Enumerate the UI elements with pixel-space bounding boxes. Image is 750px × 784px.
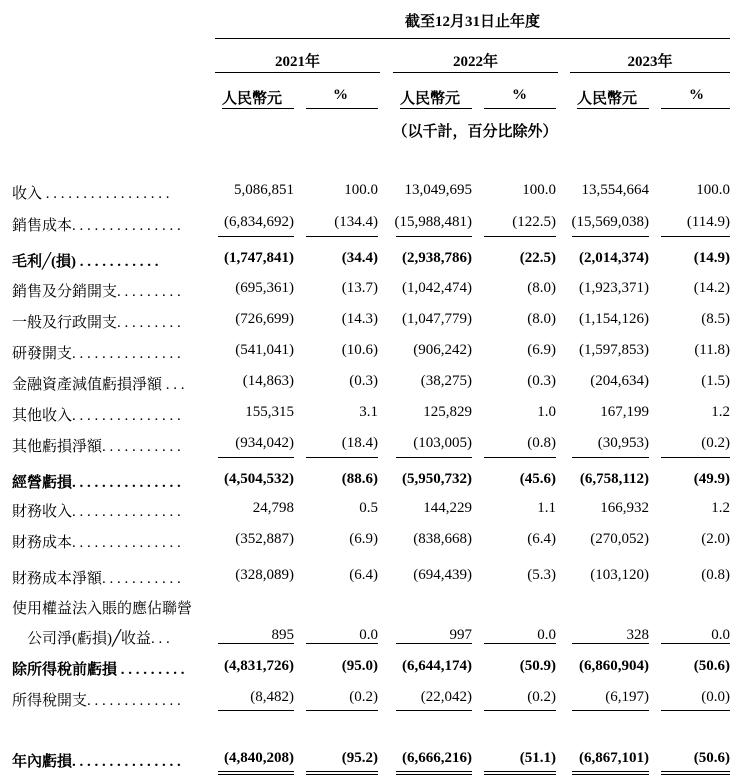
- subtotal-rule: [484, 457, 556, 458]
- subtotal-rule: [484, 236, 556, 237]
- cell-value: (103,120): [590, 567, 649, 583]
- cell-value: (2,938,786): [402, 250, 472, 266]
- cell-value: (1,154,126): [579, 311, 649, 327]
- row-label: 年內虧損. . . . . . . . . . . . . . .: [12, 754, 181, 770]
- unit-rule-p3: [661, 108, 730, 109]
- cell-value: (8.0): [527, 280, 556, 296]
- cell-value: (10.6): [341, 342, 378, 358]
- cell-value: (38,275): [420, 373, 472, 389]
- cell-value: (22,042): [420, 689, 472, 705]
- cell-value: (0.8): [701, 567, 730, 583]
- cell-value: 144,229: [423, 500, 472, 516]
- cell-value: (270,052): [590, 531, 649, 547]
- row-label: 使用權益法入賬的應佔聯營: [12, 601, 193, 617]
- year-2022: 2022年: [452, 54, 498, 70]
- subtotal-rule: [306, 236, 378, 237]
- cell-value: 155,315: [245, 404, 294, 420]
- cell-value: (14,863): [242, 373, 294, 389]
- subtotal-rule: [306, 457, 378, 458]
- cell-value: 100.0: [522, 182, 556, 198]
- cell-value: 125,829: [423, 404, 472, 420]
- cell-value: (18.4): [341, 435, 378, 451]
- cell-value: (541,041): [235, 342, 294, 358]
- cell-value: (45.6): [519, 471, 556, 487]
- cell-value: (2.0): [701, 531, 730, 547]
- row-label: 經營虧損. . . . . . . . . . . . . . .: [12, 475, 181, 491]
- cell-value: (6.9): [349, 531, 378, 547]
- cell-value: 328: [626, 627, 649, 643]
- cell-value: (694,439): [413, 567, 472, 583]
- cell-value: 1.1: [537, 500, 556, 516]
- year-rule-2023: [570, 72, 730, 73]
- cell-value: (1,047,779): [402, 311, 472, 327]
- cell-value: (14.3): [341, 311, 378, 327]
- cell-value: (1.5): [701, 373, 730, 389]
- subtotal-rule: [218, 457, 294, 458]
- cell-value: (695,361): [235, 280, 294, 296]
- total-double-rule: [572, 771, 649, 775]
- cell-value: (122.5): [512, 214, 556, 230]
- cell-value: (114.9): [686, 214, 730, 230]
- cell-value: (6.9): [527, 342, 556, 358]
- cell-value: (1,042,474): [402, 280, 472, 296]
- row-label: 其他收入. . . . . . . . . . . . . . .: [12, 408, 181, 424]
- subtotal-rule: [306, 643, 378, 644]
- period-title: 截至12月31日止年度: [404, 14, 540, 30]
- cell-value: 0.0: [711, 627, 730, 643]
- cell-value: (934,042): [235, 435, 294, 451]
- row-label: 一般及行政開支. . . . . . . . .: [12, 315, 181, 331]
- subtotal-rule: [572, 710, 649, 711]
- unit-percent-2021: %: [333, 87, 348, 103]
- cell-value: (15,988,481): [394, 214, 472, 230]
- total-double-rule: [396, 771, 472, 775]
- row-label: 研發開支. . . . . . . . . . . . . . .: [12, 346, 181, 362]
- cell-value: (1,747,841): [224, 250, 294, 266]
- cell-value: (6,644,174): [402, 658, 472, 674]
- year-rule-2021: [215, 72, 380, 73]
- subtotal-rule: [218, 643, 294, 644]
- unit-rule-a2: [400, 108, 472, 109]
- subtotal-rule: [661, 457, 730, 458]
- cell-value: (4,831,726): [224, 658, 294, 674]
- subtotal-rule: [396, 457, 472, 458]
- cell-value: 167,199: [600, 404, 649, 420]
- subtotal-rule: [396, 710, 472, 711]
- unit-rule-a1: [222, 108, 294, 109]
- cell-value: 895: [271, 627, 294, 643]
- year-2021: 2021年: [274, 54, 320, 70]
- cell-value: (6,197): [605, 689, 649, 705]
- cell-value: (51.1): [519, 750, 556, 766]
- subtotal-rule: [218, 236, 294, 237]
- cell-value: 166,932: [600, 500, 649, 516]
- cell-value: (6,758,112): [579, 471, 649, 487]
- row-label: 其他虧損淨額. . . . . . . . . . .: [12, 439, 181, 455]
- cell-value: (8,482): [250, 689, 294, 705]
- cell-value: (2,014,374): [579, 250, 649, 266]
- unit-rule-p1: [306, 108, 378, 109]
- cell-value: 0.0: [359, 627, 378, 643]
- cell-value: (88.6): [341, 471, 378, 487]
- header-rule: [215, 38, 730, 39]
- cell-value: (11.8): [694, 342, 730, 358]
- unit-amount-2021: 人民幣元: [222, 91, 283, 107]
- cell-value: 1.2: [711, 500, 730, 516]
- cell-value: (134.4): [334, 214, 378, 230]
- cell-value: (0.2): [527, 689, 556, 705]
- cell-value: (0.2): [701, 435, 730, 451]
- row-label: 所得稅開支. . . . . . . . . . . . .: [12, 693, 181, 709]
- cell-value: (50.6): [693, 750, 730, 766]
- subtotal-rule: [396, 236, 472, 237]
- cell-value: (50.6): [693, 658, 730, 674]
- cell-value: (204,634): [590, 373, 649, 389]
- total-double-rule: [661, 771, 730, 775]
- cell-value: (103,005): [413, 435, 472, 451]
- subtotal-rule: [572, 643, 649, 644]
- row-label: 財務收入. . . . . . . . . . . . . . .: [12, 504, 181, 520]
- cell-value: (352,887): [235, 531, 294, 547]
- cell-value: 0.5: [359, 500, 378, 516]
- cell-value: (0.2): [349, 689, 378, 705]
- cell-value: (5,950,732): [402, 471, 472, 487]
- cell-value: 1.0: [537, 404, 556, 420]
- cell-value: (49.9): [693, 471, 730, 487]
- cell-value: (8.0): [527, 311, 556, 327]
- unit-amount-2023: 人民幣元: [577, 91, 638, 107]
- row-label: 銷售及分銷開支. . . . . . . . .: [12, 284, 181, 300]
- cell-value: (22.5): [519, 250, 556, 266]
- subtotal-rule: [396, 643, 472, 644]
- cell-value: (838,668): [413, 531, 472, 547]
- cell-value: (4,840,208): [224, 750, 294, 766]
- subtotal-rule: [661, 643, 730, 644]
- subtotal-rule: [661, 710, 730, 711]
- subtotal-rule: [306, 710, 378, 711]
- total-double-rule: [306, 771, 378, 775]
- subtotal-rule: [484, 710, 556, 711]
- cell-value: (6.4): [349, 567, 378, 583]
- cell-value: 100.0: [696, 182, 730, 198]
- cell-value: 0.0: [537, 627, 556, 643]
- cell-value: (13.7): [341, 280, 378, 296]
- subtotal-rule: [218, 710, 294, 711]
- cell-value: (328,089): [235, 567, 294, 583]
- cell-value: 13,049,695: [404, 182, 472, 198]
- cell-value: (30,953): [597, 435, 649, 451]
- row-label: 收入 . . . . . . . . . . . . . . . . .: [12, 186, 170, 202]
- cell-value: (6.4): [527, 531, 556, 547]
- cell-value: 997: [449, 627, 472, 643]
- cell-value: (0.3): [349, 373, 378, 389]
- cell-value: 13,554,664: [581, 182, 649, 198]
- subtotal-rule: [572, 236, 649, 237]
- cell-value: (34.4): [341, 250, 378, 266]
- row-label: 財務成本淨額. . . . . . . . . . .: [12, 571, 181, 587]
- total-double-rule: [218, 771, 294, 775]
- unit-amount-2022: 人民幣元: [400, 91, 461, 107]
- cell-value: 3.1: [359, 404, 378, 420]
- cell-value: (50.9): [519, 658, 556, 674]
- subtotal-rule: [661, 236, 730, 237]
- subtotal-rule: [484, 643, 556, 644]
- cell-value: (95.2): [341, 750, 378, 766]
- cell-value: (6,860,904): [579, 658, 649, 674]
- cell-value: (0.8): [527, 435, 556, 451]
- row-label: 金融資產減值虧損淨額 . . .: [12, 377, 185, 393]
- cell-value: (6,666,216): [402, 750, 472, 766]
- cell-value: (6,867,101): [579, 750, 649, 766]
- cell-value: (14.9): [693, 250, 730, 266]
- row-label: 財務成本. . . . . . . . . . . . . . .: [12, 535, 181, 551]
- subtotal-rule: [572, 457, 649, 458]
- cell-value: (95.0): [341, 658, 378, 674]
- row-label: 除所得稅前虧損 . . . . . . . . .: [12, 662, 185, 678]
- unit-rule-p2: [484, 108, 556, 109]
- cell-value: (4,504,532): [224, 471, 294, 487]
- unit-percent-2022: %: [512, 87, 527, 103]
- cell-value: (0.0): [701, 689, 730, 705]
- cell-value: (15,569,038): [571, 214, 649, 230]
- unit-rule-a3: [577, 108, 649, 109]
- cell-value: 1.2: [711, 404, 730, 420]
- total-double-rule: [484, 771, 556, 775]
- cell-value: (5.3): [527, 567, 556, 583]
- year-rule-2022: [393, 72, 558, 73]
- row-label: 銷售成本. . . . . . . . . . . . . . .: [12, 218, 181, 234]
- cell-value: (8.5): [701, 311, 730, 327]
- row-label: 毛利╱(損) . . . . . . . . . . .: [12, 254, 159, 270]
- cell-value: (726,699): [235, 311, 294, 327]
- cell-value: (906,242): [413, 342, 472, 358]
- cell-value: (14.2): [693, 280, 730, 296]
- cell-value: 5,086,851: [234, 182, 294, 198]
- cell-value: (1,597,853): [579, 342, 649, 358]
- unit-percent-2023: %: [689, 87, 704, 103]
- year-2023: 2023年: [627, 54, 673, 70]
- cell-value: 100.0: [344, 182, 378, 198]
- cell-value: 24,798: [252, 500, 294, 516]
- unit-note: （以千計，百分比除外）: [392, 124, 558, 140]
- row-label: 公司淨(虧損)╱收益. . .: [12, 631, 170, 647]
- cell-value: (0.3): [527, 373, 556, 389]
- cell-value: (6,834,692): [224, 214, 294, 230]
- cell-value: (1,923,371): [579, 280, 649, 296]
